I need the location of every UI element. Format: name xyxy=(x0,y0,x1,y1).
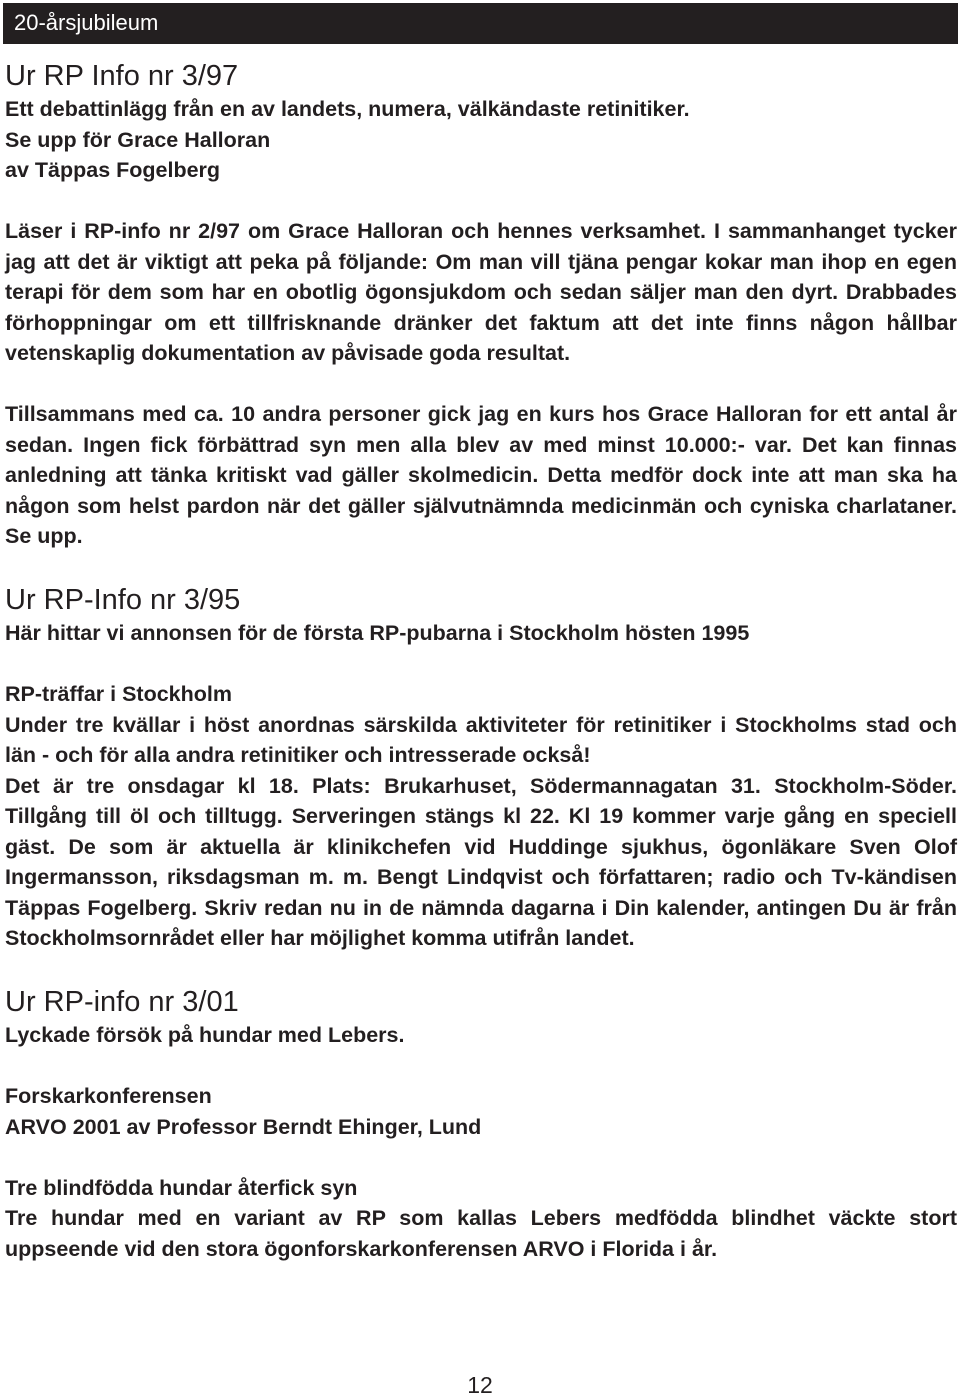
article-paragraph: Tre hundar med en variant av RP som kallas Lebers medfödda blindhet väckte stort uppseende vid den stora ögonforskarkonferensen ARVO i Florida i år. xyxy=(5,1206,957,1261)
article-intro: Här hittar vi annonsen för de första RP-pubarna i Stockholm hösten 1995 xyxy=(5,621,750,645)
article-subtext: ARVO 2001 av Professor Berndt Ehinger, Lund xyxy=(5,1114,482,1139)
article-headline: Tre blindfödda hundar återfick syn xyxy=(5,1175,358,1200)
article-paragraph: Tillsammans med ca. 10 andra personer gick jag en kurs hos Grace Halloran for ett antal år sedan. Ingen fick förbättrad syn men alla blev av med minst 10.000:- var. Det kan finnas anledning att tänka kritiskt vad gäller skolmedicin. Detta medför dock inte att man ska ha någon som helst pardon när det gäller självutnämnda medicinmän och cyniska charlataner. Se upp. xyxy=(5,402,957,548)
article-intro: Ett debattinlägg från en av landets, numera, välkändaste retinitiker. xyxy=(5,97,690,121)
article-rp-info-3-95 xyxy=(5,582,957,954)
article-rp-info-3-97 xyxy=(5,58,957,552)
article-rp-info-3-01 xyxy=(5,984,957,1264)
article-intro: Lyckade försök på hundar med Lebers. xyxy=(5,1023,405,1047)
article-headline: Se upp för Grace Halloran xyxy=(5,127,271,152)
page-content xyxy=(5,58,957,1264)
article-byline: av Täppas Fogelberg xyxy=(5,158,221,182)
article-title: Ur RP-Info nr 3/95 xyxy=(5,584,241,616)
section-header-label: 20-årsjubileum xyxy=(14,10,159,35)
article-paragraph: Det är tre onsdagar kl 18. Plats: Brukarhuset, Södermannagatan 31. Stockholm-Söder. Tillgång till öl och tilltugg. Serveringen stängs kl 22. Kl 19 kommer varje gång en speciell gäst. De som är aktuella är klinikchefen vid Huddinge sjukhus, ögonläkare Sven Olof Ingermansson, riksdagsman m. m. Bengt Lindqvist och författaren; radio och Tv-kändisen Täppas Fogelberg. Skriv redan nu in de nämnda dagarna i Din kalender, antingen Du är från Stockholmsornrådet eller har möjlighet komma utifrån landet. xyxy=(5,773,957,950)
section-header-bar xyxy=(3,3,958,44)
article-headline: Forskarkonferensen xyxy=(5,1084,212,1108)
article-headline: RP-träffar i Stockholm xyxy=(5,682,232,706)
page-number: 12 xyxy=(467,1372,493,1398)
article-paragraph: Läser i RP-info nr 2/97 om Grace Halloran och hennes verksamhet. I sammanhanget tycker jag att det är viktigt att peka på följande: Om man vill tjäna pengar kokar man ihop en egen terapi för dem som har en obotlig ögonsjukdom och sedan säljer man den dyrt. Drabbades förhoppningar om ett tillfrisknande dränker det faktum att det inte finns någon hållbar vetenskaplig dokumentation av påvisade goda resultat. xyxy=(5,219,957,365)
article-paragraph: Under tre kvällar i höst anordnas särskilda aktiviteter för retinitiker i Stockholms stad och län - och för alla andra retinitiker och intresserade också! xyxy=(5,712,957,767)
article-title: Ur RP Info nr 3/97 xyxy=(5,60,239,92)
article-title: Ur RP-info nr 3/01 xyxy=(5,986,239,1018)
